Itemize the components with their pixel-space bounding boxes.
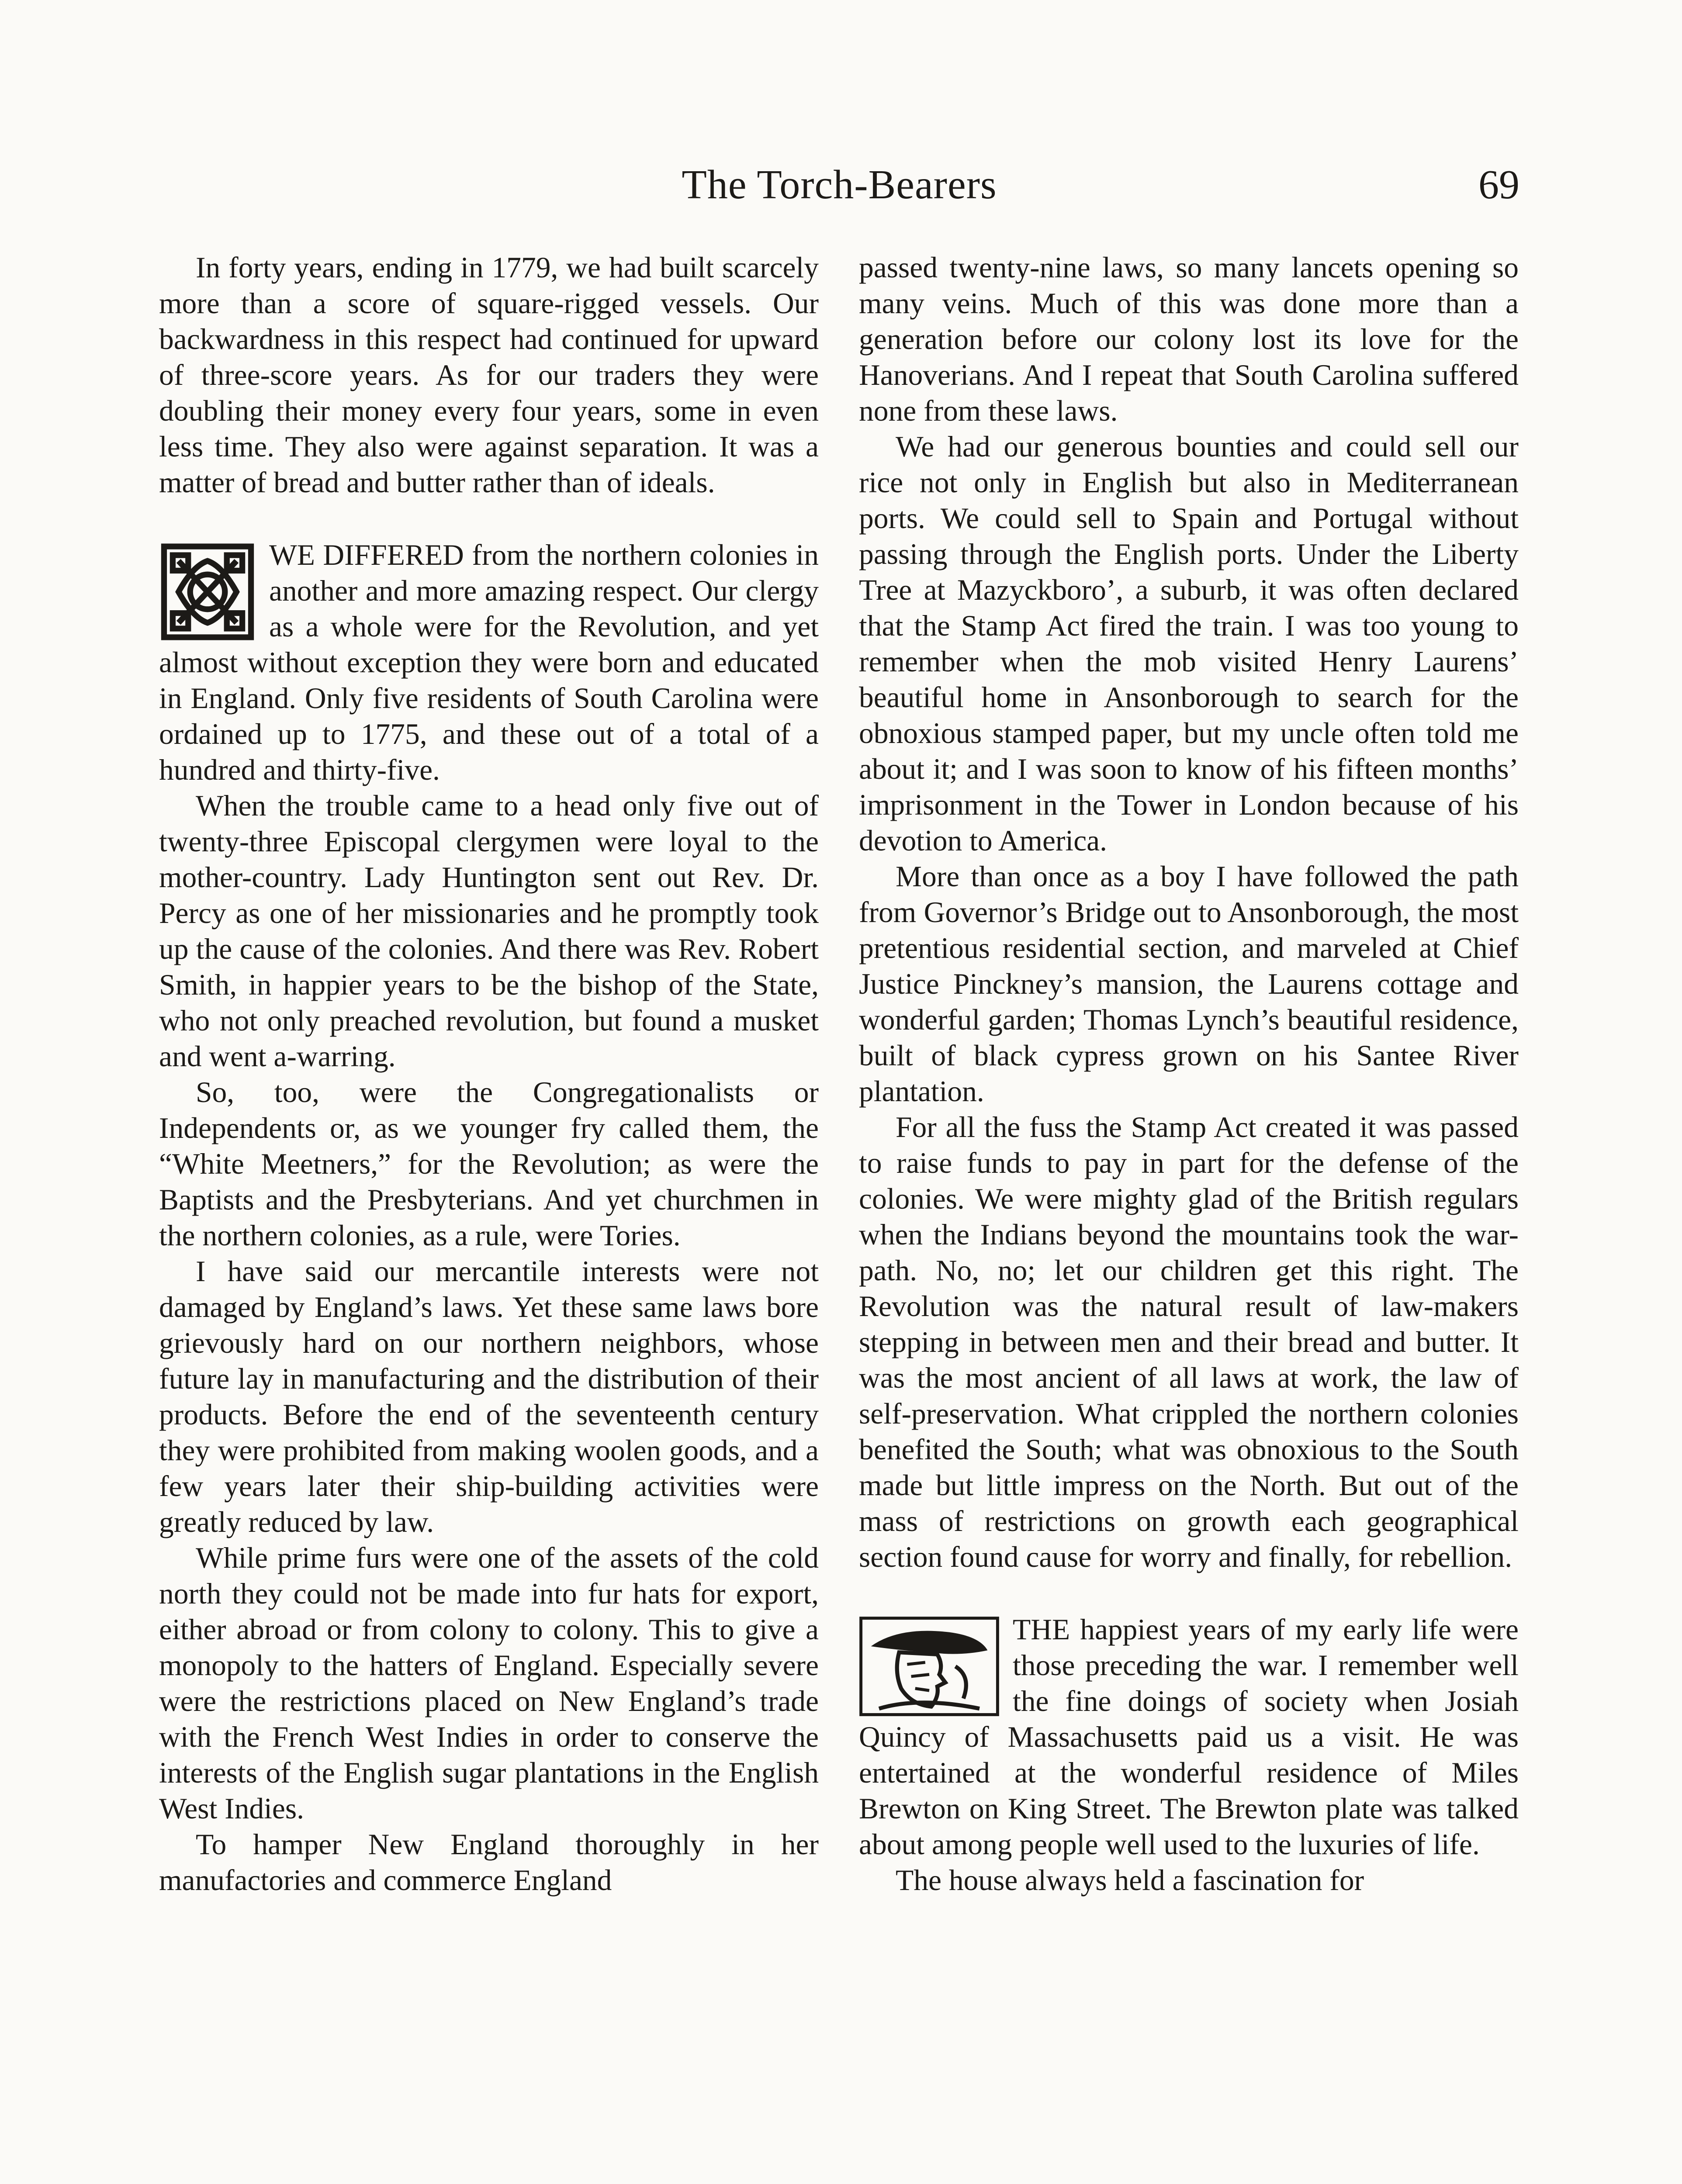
paragraph: In forty years, ending in 1779, we had built scarcely more than a score of square-rigged vessels. Our backwardness in this respect had continued for upward of three-score years. As for our traders they were doubling their money every four years, some in even less time. They also were against separation. It was a matter of bread and butter rather than of ideals. xyxy=(159,251,819,499)
running-title: The Torch-Bearers xyxy=(682,162,997,207)
paragraph: More than once as a boy I have followed the path from Governor’s Bridge out to Ansonborough, the most pretentious residential section, and marveled at Chief Justice Pinckney’s mansion, the Laurens cottage and wonderful garden; Thomas Lynch’s beautiful residence, built of black cypress grown on his Santee River plantation. xyxy=(859,860,1519,1108)
profile-portrait-icon xyxy=(859,1616,1000,1717)
paragraph: passed twenty-nine laws, so many lancets opening so many veins. Much of this was done more than a generation before our colony lost its love for the Hanoverians. And I repeat that South Carolina suffered none from these laws. xyxy=(859,251,1519,427)
page-header xyxy=(159,156,1519,218)
paragraph: To hamper New England thoroughly in her manufactories and commerce England xyxy=(159,1828,819,1897)
paragraph: For all the fuss the Stamp Act created it was passed to raise funds to pay in part for the defense of the colonies. We were mighty glad of the British regulars when the Indians beyond the mountains took the war-path. No, no; let our children get this right. The Revolution was the natural result of law-makers stepping in between men and their bread and butter. It was the most ancient of all laws at work, the law of self-preservation. What crippled the northern colonies benefited the South; what was obnoxious to the South made but little impress on the North. But out of the mass of restrictions on growth each geographical section found cause for worry and finally, for rebellion. xyxy=(859,1111,1519,1573)
paragraph-text: WE DIFFERED from the northern colonies in another and more amazing respect. Our clergy as a whole were for the Revolution, and yet almost without exception they were born and educated in England. Only five residents of South Carolina were ordained up to 1775, and these out of a total of a hundred and thirty-five. xyxy=(159,539,819,786)
section-break xyxy=(159,501,819,537)
paragraph-dropcap xyxy=(859,1612,1519,1863)
right-column xyxy=(859,250,1519,1898)
paragraph: The house always held a fascination for xyxy=(896,1864,1364,1897)
left-column xyxy=(159,250,819,1898)
paragraph: So, too, were the Congregationalists or Independents or, as we younger fry called them, the “White Meetners,” for the Revolution; as were the Baptists and the Presbyterians. And yet churchmen in the northern colonies, as a rule, were Tories. xyxy=(159,1076,819,1252)
section-break xyxy=(859,1575,1519,1612)
celtic-knot-icon xyxy=(159,542,256,642)
paragraph: I have said our mercantile interests were not damaged by England’s laws. Yet these same laws bore grievously hard on our northern neighbors, whose future lay in manufacturing and the distribution of their products. Before the end of the seventeenth century they were prohibited from making woolen goods, and a few years later their ship-building activities were greatly reduced by law. xyxy=(159,1255,819,1538)
paragraph-dropcap xyxy=(159,537,819,788)
paragraph: While prime furs were one of the assets of the cold north they could not be made into fur hats for export, either abroad or from colony to colony. This to give a monopoly to the hatters of England. Especially severe were the restrictions placed on New England’s trade with the French West Indies in order to conserve the interests of the English sugar plantations in the English West Indies. xyxy=(159,1541,819,1825)
paragraph-text: THE happiest years of my early life were those preceding the war. I remember well the fine doings of society when Josiah Quincy of Massachusetts paid us a visit. He was entertained at the wonderful residence of Miles Brewton on King Street. The Brewton plate was talked about among people well used to the luxuries of life. xyxy=(859,1613,1519,1861)
paragraph: When the trouble came to a head only five out of twenty-three Episcopal clergymen were loyal to the mother-country. Lady Huntington sent out Rev. Dr. Percy as one of her missionaries and he promptly took up the cause of the colonies. And there was Rev. Robert Smith, in happier years to be the bishop of the State, who not only preached revolution, but found a musket and went a-warring. xyxy=(159,789,819,1073)
paragraph: We had our generous bounties and could sell our rice not only in English but also in Mediterranean ports. We could sell to Spain and Portugal without passing through the English ports. Under the Liberty Tree at Mazyckboro’, a suburb, it was often declared that the Stamp Act fired the train. I was too young to remember when the mob visited Henry Laurens’ beautiful home in Ansonborough to search for the obnoxious stamped paper, but my uncle often told me about it; and I was soon to know of his fifteen months’ imprisonment in the Tower in London because of his devotion to America. xyxy=(859,430,1519,857)
page-number: 69 xyxy=(1478,162,1519,207)
